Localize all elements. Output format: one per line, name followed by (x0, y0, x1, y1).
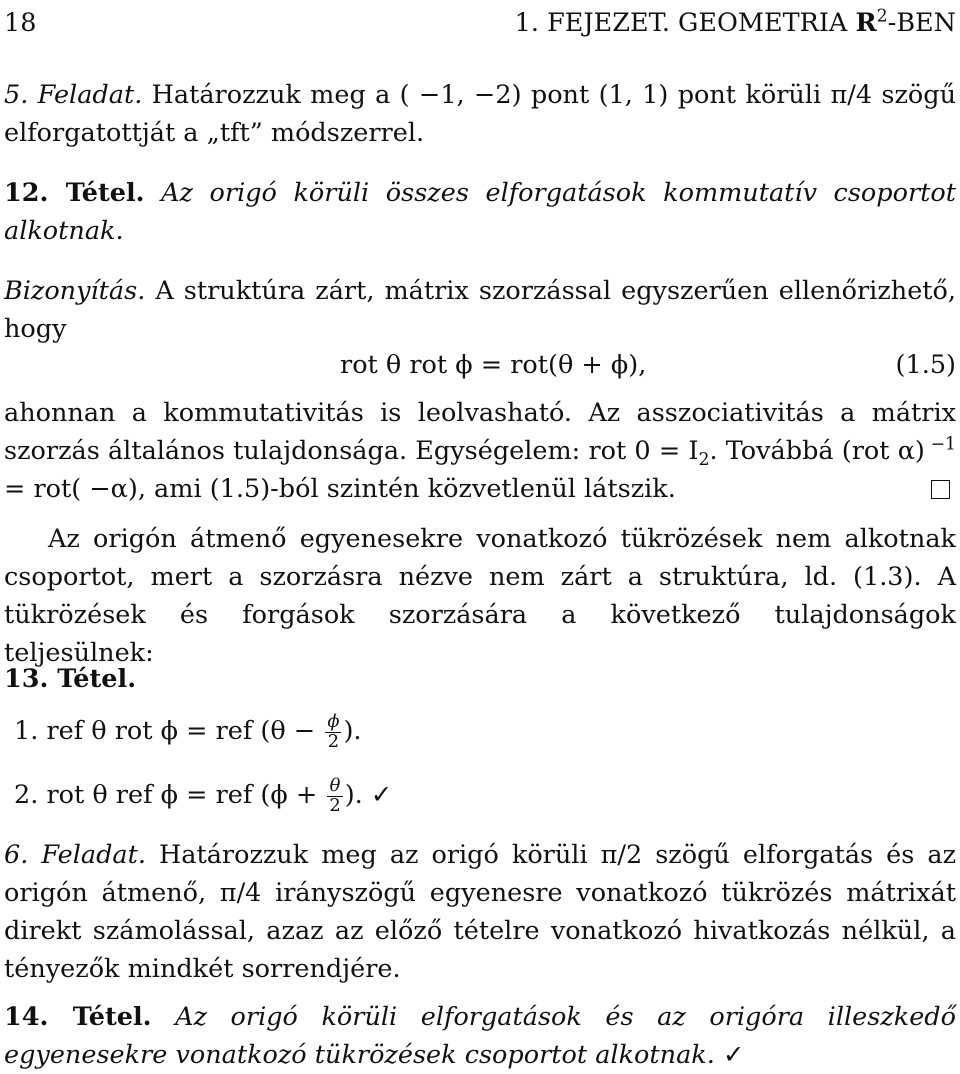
equation: rot θ rot ϕ = rot(θ + ϕ), (340, 350, 647, 380)
inverse-superscript: −1 (924, 434, 956, 455)
checkmark-icon: ✓ (722, 1040, 745, 1070)
paragraph-reflections (4, 520, 956, 672)
chapter-title-bold: R (855, 8, 877, 38)
item-fraction (327, 774, 342, 816)
equation-number: (1.5) (895, 350, 956, 380)
chapter-title-text: 1. FEJEZET. GEOMETRIA (514, 8, 856, 38)
exercise-5-text: Határozzuk meg a ( −1, −2) pont (1, 1) pont körüli π/4 szögű elforgatottját a „tft” módszerrel. (4, 80, 957, 148)
paragraph-text: Az origón átmenő egyenesekre vonatkozó tükrözések nem alkotnak csoportot, mert a szorzásra nézve nem zárt a struktúra, ld. (1.3). A tükrözések és forgások szorzására a következő tulajdonságok teljesülnek: (4, 524, 956, 668)
qed-square-icon (931, 480, 950, 499)
page-number: 18 (4, 8, 37, 38)
theorem-14 (4, 998, 956, 1074)
item-lhs: ref θ rot ϕ = ref (46, 716, 261, 746)
exercise-6-label: 6. Feladat. (4, 840, 146, 870)
proof-text-3: . Továbbá (rot α) (709, 436, 925, 466)
item-close: ). (343, 716, 362, 746)
fraction-numerator: ϕ (327, 710, 340, 732)
theorem-14-label: 14. Tétel. (4, 1002, 152, 1032)
item-number: 1. (14, 716, 39, 746)
proof-label: Bizonyítás. (4, 276, 146, 306)
item-lhs: rot θ ref ϕ = ref (46, 780, 261, 810)
exercise-6-text: Határozzuk meg az origó körüli π/2 szögű elforgatás és az origón átmenő, π/4 irányszögű egyenesre vonatkozó tükrözés mátrixát direkt számolással, azaz az előző tételre vonatkozó hivatkozás nélkül, a tényezők mindkét sorrendjére. (4, 840, 956, 984)
proof-text-4: = rot( −α), ami (1.5)-ból szintén közvetlenül látszik. (4, 474, 676, 504)
page-header (4, 4, 956, 44)
identity-subscript: 2 (698, 450, 710, 471)
theorem-12-label: 12. Tétel. (4, 178, 145, 208)
proof (4, 272, 956, 348)
item-open: (ϕ + (260, 780, 326, 810)
fraction-denominator: 2 (327, 730, 340, 752)
proof-text-2: ahonnan a kommutativitás is leolvasható. Az asszociativitás a mátrix szorzás általános tulajdonsága. Egységelem: rot 0 = I (4, 398, 956, 466)
fraction-numerator: θ (327, 777, 342, 797)
theorem-13-item-2 (14, 776, 392, 815)
theorem-12-text: Az origó körüli összes elforgatások kommutatív csoportot alkotnak. (4, 178, 956, 246)
item-open: (θ − (260, 716, 324, 746)
theorem-14-text: Az origó körüli elforgatások és az origóra illeszkedő egyenesekre vonatkozó tükrözések csoportot alkotnak. (4, 1002, 956, 1070)
theorem-13-item-1 (14, 712, 362, 751)
theorem-13 (4, 660, 956, 698)
exercise-5 (4, 76, 956, 152)
checkmark-icon: ✓ (370, 780, 393, 810)
exercise-6 (4, 836, 956, 988)
proof-continued (4, 394, 956, 508)
chapter-title-suffix: -BEN (887, 8, 956, 38)
item-close: ). (344, 780, 363, 810)
chapter-title (515, 4, 956, 42)
item-number: 2. (14, 780, 39, 810)
theorem-12 (4, 174, 956, 250)
equation-1-5 (4, 346, 956, 384)
fraction-denominator: 2 (329, 794, 341, 816)
exercise-5-label: 5. Feladat. (4, 80, 143, 110)
proof-text: A struktúra zárt, mátrix szorzással egyszerűen ellenőrizhető, hogy (4, 276, 956, 344)
item-fraction (325, 710, 341, 752)
chapter-title-sup: 2 (876, 6, 888, 27)
theorem-13-label: 13. Tétel. (4, 664, 137, 694)
